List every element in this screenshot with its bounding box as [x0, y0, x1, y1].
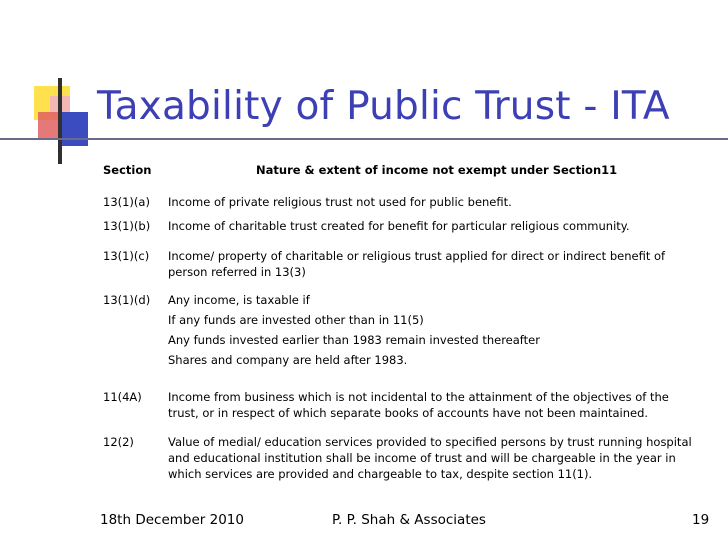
row-nature-line: Shares and company are held after 1983.	[168, 353, 408, 367]
title-divider-line	[0, 138, 728, 140]
header-section: Section	[103, 163, 152, 177]
row-nature-line: Income from business which is not incidental to the attainment of the objectives of the	[168, 390, 669, 404]
row-section: 11(4A)	[103, 390, 142, 404]
row-nature-line: which services are provided and chargeable to tax, despite section 11(1).	[168, 467, 593, 481]
decor-vertical-line	[58, 78, 62, 164]
row-nature-line: person referred in 13(3)	[168, 265, 306, 279]
row-nature	[168, 248, 698, 280]
row-section: 13(1)(b)	[103, 219, 151, 233]
row-nature-line: If any funds are invested other than in 11(5)	[168, 313, 424, 327]
row-nature-line: Income of private religious trust not used for public benefit.	[168, 195, 512, 209]
row-nature-line: and educational institution shall be income of trust and will be chargeable in the year in	[168, 451, 676, 465]
row-nature	[168, 389, 698, 421]
row-nature-line: Any funds invested earlier than 1983 remain invested thereafter	[168, 333, 540, 347]
row-section: 13(1)(d)	[103, 293, 151, 307]
slide-number: 19	[692, 512, 710, 528]
row-nature	[168, 292, 698, 368]
row-nature	[168, 434, 698, 482]
row-section: 13(1)(a)	[103, 195, 150, 209]
footer-date: 18th December 2010	[100, 512, 244, 528]
row-nature-line: Value of medial/ education services provided to specified persons by trust running hospital	[168, 435, 692, 449]
row-nature-line: Any income, is taxable if	[168, 293, 310, 307]
footer-firm: P. P. Shah & Associates	[332, 512, 486, 528]
slide-title: Taxability of Public Trust - ITA	[97, 84, 670, 129]
row-nature	[168, 194, 698, 210]
row-nature-line: Income/ property of charitable or religious trust applied for direct or indirect benefit of	[168, 249, 666, 263]
row-section: 12(2)	[103, 435, 134, 449]
row-section: 13(1)(c)	[103, 249, 150, 263]
row-nature-line: trust, or in respect of which separate books of accounts have not been maintained.	[168, 406, 649, 420]
row-nature-line: Income of charitable trust created for benefit for particular religious community.	[168, 219, 630, 233]
row-nature	[168, 218, 698, 234]
decor-blue-block	[62, 112, 88, 146]
header-nature: Nature & extent of income not exempt under Section11	[256, 163, 618, 177]
